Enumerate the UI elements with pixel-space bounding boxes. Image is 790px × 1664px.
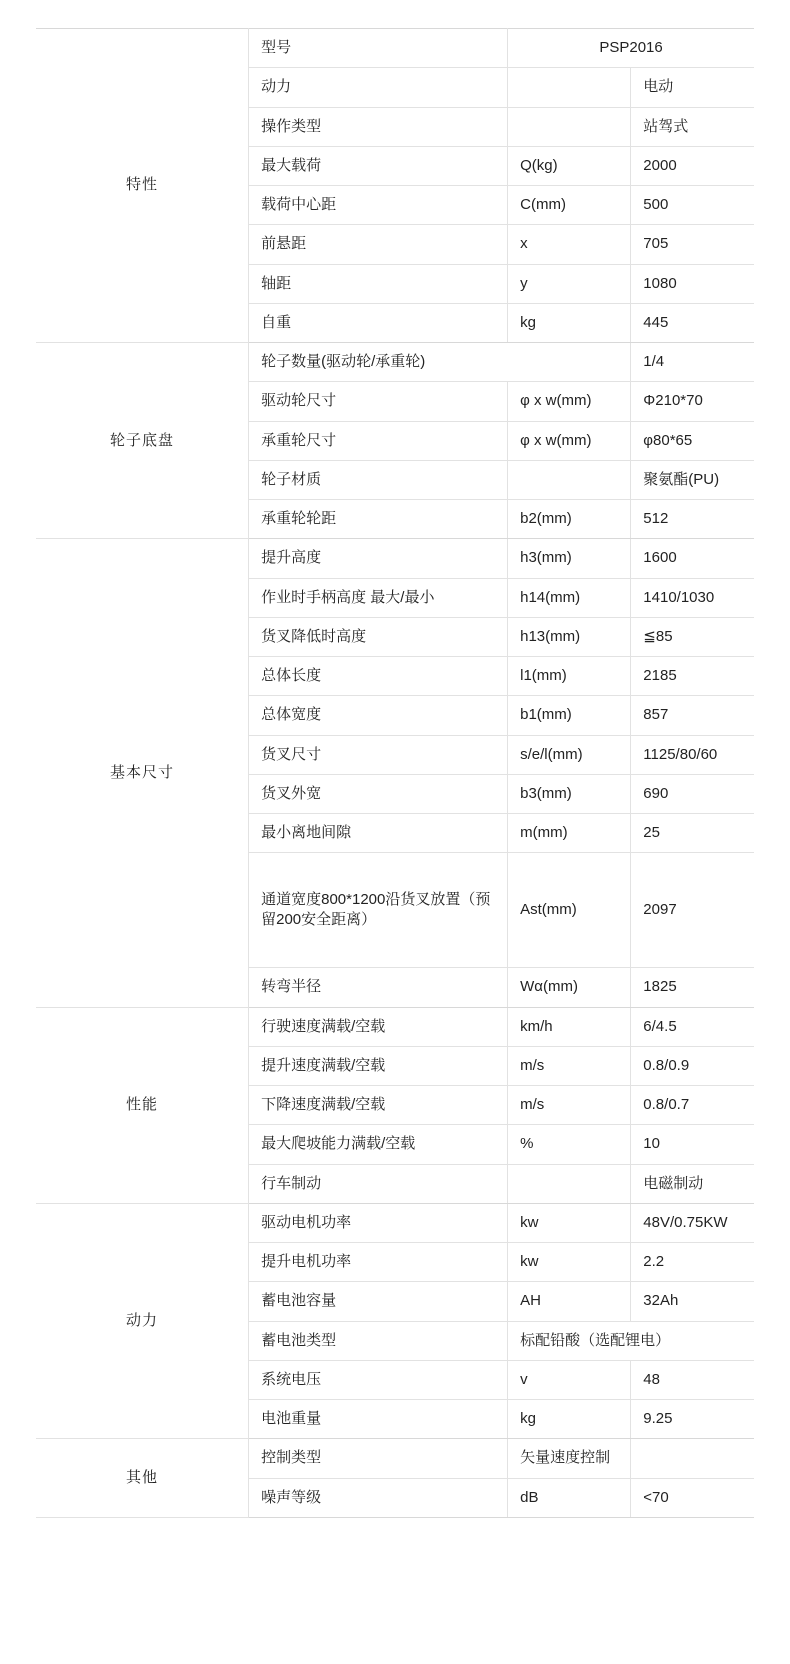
- spec-name: 前悬距: [249, 225, 508, 264]
- spec-symbol: h14(mm): [508, 578, 631, 617]
- spec-name: 操作类型: [249, 107, 508, 146]
- spec-symbol: φ x w(mm): [508, 421, 631, 460]
- spec-symbol: x: [508, 225, 631, 264]
- spec-value: 9.25: [631, 1400, 754, 1439]
- spec-value: 1825: [631, 968, 754, 1007]
- spec-symbol: 矢量速度控制: [508, 1439, 631, 1478]
- group-label: 动力: [36, 1203, 249, 1439]
- group-label: 性能: [36, 1007, 249, 1203]
- spec-name: 承重轮轮距: [249, 500, 508, 539]
- table-row: [36, 1203, 754, 1242]
- spec-value: 690: [631, 774, 754, 813]
- spec-symbol: kg: [508, 1400, 631, 1439]
- spec-value: ≦85: [631, 617, 754, 656]
- spec-name: 最小离地间隙: [249, 814, 508, 853]
- spec-value: 2000: [631, 146, 754, 185]
- spec-name: 控制类型: [249, 1439, 508, 1478]
- spec-value: PSP2016: [508, 29, 754, 68]
- spec-symbol: kg: [508, 303, 631, 342]
- spec-value: 25: [631, 814, 754, 853]
- spec-symbol: l1(mm): [508, 657, 631, 696]
- spec-name: 最大载荷: [249, 146, 508, 185]
- spec-symbol: C(mm): [508, 186, 631, 225]
- spec-symbol: Wα(mm): [508, 968, 631, 1007]
- spec-name: 承重轮尺寸: [249, 421, 508, 460]
- group-label: 基本尺寸: [36, 539, 249, 1007]
- spec-name: 噪声等级: [249, 1478, 508, 1517]
- table-row: [36, 539, 754, 578]
- spec-symbol: [508, 107, 631, 146]
- spec-value: 500: [631, 186, 754, 225]
- spec-symbol: kw: [508, 1203, 631, 1242]
- spec-value: 电动: [631, 68, 754, 107]
- spec-symbol: [508, 460, 631, 499]
- spec-name: 载荷中心距: [249, 186, 508, 225]
- spec-value: 标配铅酸（选配锂电）: [508, 1321, 754, 1360]
- spec-symbol: h13(mm): [508, 617, 631, 656]
- spec-value: 1125/80/60: [631, 735, 754, 774]
- spec-value: 1/4: [631, 343, 754, 382]
- spec-value: 2185: [631, 657, 754, 696]
- spec-symbol: h3(mm): [508, 539, 631, 578]
- spec-value: 0.8/0.7: [631, 1086, 754, 1125]
- spec-name: 动力: [249, 68, 508, 107]
- spec-symbol: m/s: [508, 1046, 631, 1085]
- spec-value: 48: [631, 1360, 754, 1399]
- table-row: [36, 29, 754, 68]
- spec-value: 站驾式: [631, 107, 754, 146]
- spec-value: φ80*65: [631, 421, 754, 460]
- spec-value: Φ210*70: [631, 382, 754, 421]
- spec-value: 电磁制动: [631, 1164, 754, 1203]
- group-label: 其他: [36, 1439, 249, 1518]
- spec-name: 蓄电池类型: [249, 1321, 508, 1360]
- spec-value: 48V/0.75KW: [631, 1203, 754, 1242]
- spec-value: 1080: [631, 264, 754, 303]
- spec-name: 型号: [249, 29, 508, 68]
- spec-name: 提升速度满载/空载: [249, 1046, 508, 1085]
- spec-name: 轴距: [249, 264, 508, 303]
- spec-symbol: km/h: [508, 1007, 631, 1046]
- spec-value: 2.2: [631, 1243, 754, 1282]
- spec-symbol: m/s: [508, 1086, 631, 1125]
- spec-name: 自重: [249, 303, 508, 342]
- spec-value: 32Ah: [631, 1282, 754, 1321]
- spec-symbol: b3(mm): [508, 774, 631, 813]
- spec-value: <70: [631, 1478, 754, 1517]
- spec-symbol: y: [508, 264, 631, 303]
- spec-value: 445: [631, 303, 754, 342]
- spec-name: 下降速度满载/空载: [249, 1086, 508, 1125]
- spec-symbol: dB: [508, 1478, 631, 1517]
- spec-value: 857: [631, 696, 754, 735]
- spec-name: 货叉外宽: [249, 774, 508, 813]
- spec-symbol: [508, 68, 631, 107]
- spec-symbol: [508, 1164, 631, 1203]
- spec-value: 1410/1030: [631, 578, 754, 617]
- spec-name: 提升电机功率: [249, 1243, 508, 1282]
- spec-symbol: kw: [508, 1243, 631, 1282]
- group-label: 特性: [36, 29, 249, 343]
- spec-name: 驱动轮尺寸: [249, 382, 508, 421]
- spec-name: 轮子数量(驱动轮/承重轮): [249, 343, 631, 382]
- spec-name: 作业时手柄高度 最大/最小: [249, 578, 508, 617]
- table-row: [36, 1007, 754, 1046]
- spec-name: 行车制动: [249, 1164, 508, 1203]
- spec-name: 提升高度: [249, 539, 508, 578]
- spec-symbol: m(mm): [508, 814, 631, 853]
- spec-name: 最大爬坡能力满载/空载: [249, 1125, 508, 1164]
- spec-symbol: Q(kg): [508, 146, 631, 185]
- spec-name: 通道宽度800*1200沿货叉放置（预留200安全距离）: [249, 853, 508, 968]
- spec-symbol: s/e/l(mm): [508, 735, 631, 774]
- spec-value: 705: [631, 225, 754, 264]
- spec-symbol: Ast(mm): [508, 853, 631, 968]
- spec-name: 轮子材质: [249, 460, 508, 499]
- spec-name: 货叉降低时高度: [249, 617, 508, 656]
- spec-name: 行驶速度满载/空载: [249, 1007, 508, 1046]
- spec-value: 聚氨酯(PU): [631, 460, 754, 499]
- table-row: [36, 1439, 754, 1478]
- specification-table: [36, 28, 754, 1518]
- spec-symbol: b1(mm): [508, 696, 631, 735]
- spec-name: 总体宽度: [249, 696, 508, 735]
- group-label: 轮子底盘: [36, 343, 249, 539]
- spec-value: 6/4.5: [631, 1007, 754, 1046]
- spec-symbol: b2(mm): [508, 500, 631, 539]
- spec-symbol: AH: [508, 1282, 631, 1321]
- spec-value: 0.8/0.9: [631, 1046, 754, 1085]
- spec-value: 1600: [631, 539, 754, 578]
- spec-name: 转弯半径: [249, 968, 508, 1007]
- spec-name: 总体长度: [249, 657, 508, 696]
- spec-symbol: %: [508, 1125, 631, 1164]
- spec-name: 驱动电机功率: [249, 1203, 508, 1242]
- spec-value: 2097: [631, 853, 754, 968]
- spec-symbol: v: [508, 1360, 631, 1399]
- spec-name: 系统电压: [249, 1360, 508, 1399]
- spec-name: 电池重量: [249, 1400, 508, 1439]
- spec-name: 货叉尺寸: [249, 735, 508, 774]
- table-row: [36, 343, 754, 382]
- spec-value: 10: [631, 1125, 754, 1164]
- spec-value: [631, 1439, 754, 1478]
- spec-name: 蓄电池容量: [249, 1282, 508, 1321]
- spec-symbol: φ x w(mm): [508, 382, 631, 421]
- spec-value: 512: [631, 500, 754, 539]
